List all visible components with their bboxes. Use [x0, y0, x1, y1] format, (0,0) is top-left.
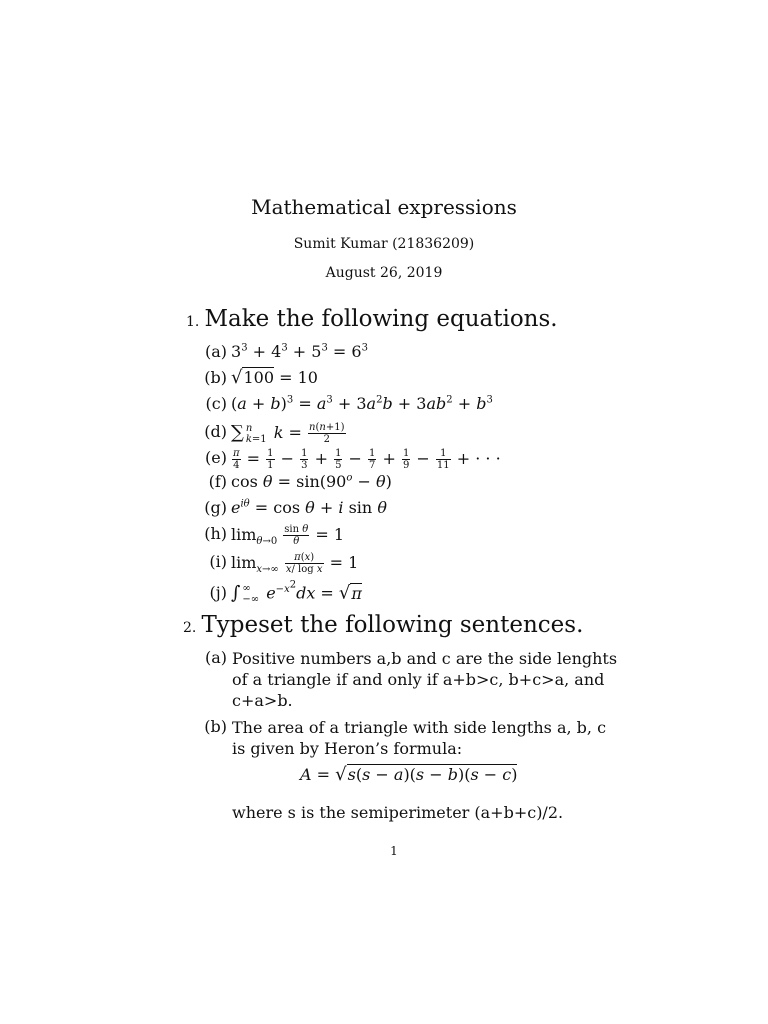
document-title: Mathematical expressions — [251, 195, 517, 219]
document-date: August 26, 2019 — [325, 265, 443, 281]
item-label: (j) — [209, 583, 227, 602]
section-number: 1. — [186, 314, 200, 330]
section-1-heading — [186, 306, 558, 332]
equation: $e^{i\theta} = \cos \theta + i$ sin θ — [231, 498, 387, 517]
item-label: (c) — [205, 394, 227, 413]
page-number: 1 — [390, 844, 398, 858]
equation: $(a + b)^3 = a^3 + 3a^2b + 3ab^2 + b^3$ — [231, 394, 493, 413]
section-title: Typeset the following sentences. — [201, 612, 584, 638]
section-title: Make the following equations. — [204, 306, 558, 332]
sentence-text: Positive numbers a,b and c are the side lenghts of a triangle if and only if a+b>c, b+c>a, and c+a>b. — [232, 649, 618, 710]
item-label: (b) — [204, 717, 227, 736]
item-label: (g) — [204, 498, 227, 517]
item-label: (f) — [208, 472, 227, 491]
equation: $3^3 + 4^3 + 5^3 = 6^3$ — [231, 342, 368, 361]
equation: ∫ ∞ −∞ $e^{-x^2}dx = √\pi$ — [231, 579, 362, 605]
document-author: Sumit Kumar (21836209) — [293, 236, 475, 252]
semiperimeter-note: where s is the semiperimeter (a+b+c)/2. — [232, 803, 564, 822]
herons-formula: A = √s(s − a)(s − b)(s − c) — [300, 764, 518, 785]
section-2-heading — [183, 612, 583, 638]
equation: $\lim_{x\to\infty}$ $\frac{\pi(x)}{\text{x/ log x}}$ = 1 — [231, 552, 359, 575]
equation: $\cos \theta = \sin(90^o - \theta)$ — [231, 472, 392, 491]
item-label: (a) — [204, 648, 227, 667]
item-label: (a) — [204, 342, 227, 361]
equation: √100 = 10 — [231, 367, 318, 388]
equation: $\frac{\pi}{4}$ = $\frac{1}{1}$ − $\frac{1}{3}$ + $\frac{1}{5}$ − $\frac{1}{7}$ + $\frac{1}{9}$ − $\frac{1}{11}$ + · · · — [233, 448, 501, 471]
section-number: 2. — [183, 620, 197, 636]
item-label: (e) — [205, 448, 227, 467]
item-label: (i) — [209, 552, 227, 571]
item-label: (d) — [204, 422, 227, 441]
equation: ∑ n k=1 k = $\frac{n(n+1)}{2}$ — [231, 422, 345, 445]
item-label: (h) — [204, 524, 227, 543]
item-label: (b) — [204, 368, 227, 387]
sentence-text: The area of a triangle with side lengths a, b, c is given by Heron’s formula: — [232, 718, 607, 758]
equation: $\lim_{\theta\to 0}$ $\frac{\text{sin θ}}{\theta}$ = 1 — [231, 524, 345, 547]
